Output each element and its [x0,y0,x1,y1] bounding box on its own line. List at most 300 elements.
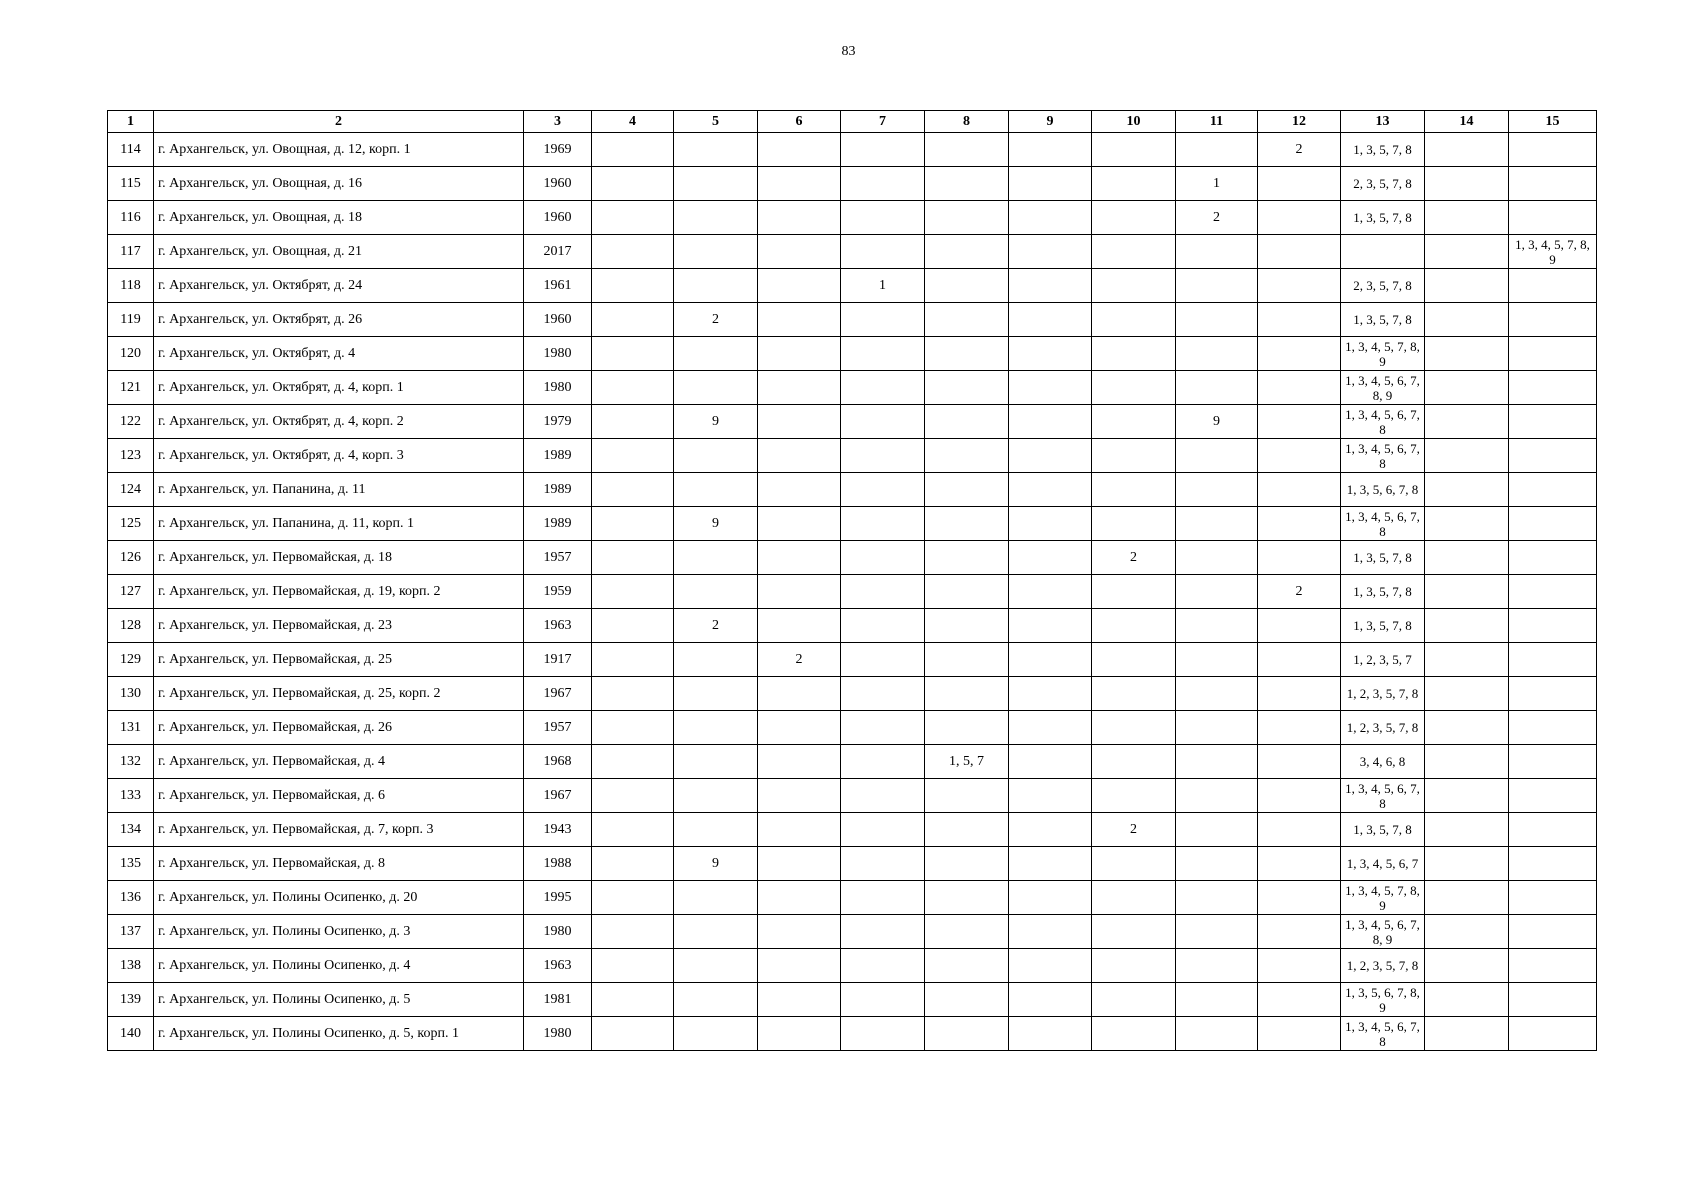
table-cell-col-9 [1009,133,1092,167]
table-cell-col-7 [841,405,925,439]
table-cell-col-12 [1258,643,1341,677]
table-cell-col-1: 132 [108,745,154,779]
table-cell-col-1: 127 [108,575,154,609]
table-cell-col-4 [592,201,674,235]
table-cell-col-15: 1, 3, 4, 5, 7, 8, 9 [1509,235,1597,269]
table-cell-col-15 [1509,439,1597,473]
table-cell-col-11 [1176,507,1258,541]
table-row [108,473,1597,507]
table-cell-col-1: 129 [108,643,154,677]
table-cell-col-6 [758,541,841,575]
table-cell-col-5 [674,949,758,983]
table-cell-col-11 [1176,677,1258,711]
table-cell-col-15 [1509,507,1597,541]
table-cell-col-9 [1009,745,1092,779]
table-cell-col-3: 1957 [524,541,592,575]
table-cell-col-2: г. Архангельск, ул. Первомайская, д. 7, корп. 3 [154,813,524,847]
table-row [108,915,1597,949]
table-cell-col-12 [1258,303,1341,337]
table-cell-col-14 [1425,949,1509,983]
table-cell-col-5 [674,881,758,915]
table-cell-col-2: г. Архангельск, ул. Папанина, д. 11 [154,473,524,507]
table-cell-col-2: г. Архангельск, ул. Папанина, д. 11, корп. 1 [154,507,524,541]
table-cell-col-3: 1995 [524,881,592,915]
table-cell-col-14 [1425,201,1509,235]
table-cell-col-6 [758,949,841,983]
table-cell-col-9 [1009,643,1092,677]
table-cell-col-12 [1258,167,1341,201]
table-cell-col-11 [1176,133,1258,167]
table-cell-col-15 [1509,813,1597,847]
table-cell-col-8 [925,337,1009,371]
table-row [108,677,1597,711]
table-cell-col-4 [592,303,674,337]
table-cell-col-15 [1509,677,1597,711]
table-cell-col-1: 118 [108,269,154,303]
table-cell-col-13: 1, 3, 4, 5, 6, 7, 8 [1341,779,1425,813]
table-row [108,983,1597,1017]
table-cell-col-2: г. Архангельск, ул. Октябрят, д. 4, корп. 3 [154,439,524,473]
table-cell-col-8 [925,473,1009,507]
table-cell-col-13: 1, 3, 5, 7, 8 [1341,575,1425,609]
table-cell-col-11 [1176,847,1258,881]
table-cell-col-8 [925,609,1009,643]
table-cell-col-15 [1509,303,1597,337]
table-cell-col-8 [925,507,1009,541]
table-cell-col-14 [1425,915,1509,949]
table-cell-col-14 [1425,133,1509,167]
table-cell-col-14 [1425,711,1509,745]
column-header-13: 13 [1341,111,1425,133]
table-cell-col-8 [925,235,1009,269]
table-cell-col-11 [1176,609,1258,643]
table-cell-col-3: 1980 [524,371,592,405]
column-header-15: 15 [1509,111,1597,133]
table-cell-col-9 [1009,779,1092,813]
table-cell-col-8 [925,813,1009,847]
table-cell-col-15 [1509,405,1597,439]
table-cell-col-7 [841,201,925,235]
table-cell-col-3: 1980 [524,337,592,371]
table-cell-col-1: 120 [108,337,154,371]
table-cell-col-11: 1 [1176,167,1258,201]
table-cell-col-11 [1176,337,1258,371]
table-cell-col-5 [674,813,758,847]
table-cell-col-12 [1258,371,1341,405]
table-cell-col-3: 1963 [524,949,592,983]
table-cell-col-8 [925,1017,1009,1051]
table-cell-col-3: 1989 [524,507,592,541]
table-row [108,167,1597,201]
table-cell-col-10 [1092,983,1176,1017]
table-cell-col-4 [592,677,674,711]
table-cell-col-3: 1943 [524,813,592,847]
table-cell-col-10 [1092,507,1176,541]
table-cell-col-9 [1009,303,1092,337]
table-cell-col-7 [841,745,925,779]
table-cell-col-15 [1509,269,1597,303]
table-row [108,269,1597,303]
table-cell-col-3: 1988 [524,847,592,881]
table-cell-col-15 [1509,1017,1597,1051]
table-cell-col-4 [592,609,674,643]
table-cell-col-12 [1258,269,1341,303]
table-cell-col-3: 1968 [524,745,592,779]
table-cell-col-4 [592,371,674,405]
table-cell-col-9 [1009,269,1092,303]
table-cell-col-12 [1258,541,1341,575]
table-cell-col-11 [1176,711,1258,745]
table-cell-col-1: 126 [108,541,154,575]
table-cell-col-12 [1258,779,1341,813]
table-cell-col-7 [841,1017,925,1051]
table-cell-col-11 [1176,949,1258,983]
table-cell-col-15 [1509,609,1597,643]
table-cell-col-5 [674,371,758,405]
table-cell-col-13: 1, 3, 4, 5, 6, 7, 8 [1341,439,1425,473]
table-cell-col-8 [925,167,1009,201]
table-cell-col-2: г. Архангельск, ул. Октябрят, д. 4, корп. 2 [154,405,524,439]
table-cell-col-8 [925,405,1009,439]
table-cell-col-6 [758,201,841,235]
table-cell-col-6 [758,269,841,303]
table-cell-col-12 [1258,881,1341,915]
table-cell-col-13: 3, 4, 6, 8 [1341,745,1425,779]
table-cell-col-15 [1509,881,1597,915]
table-cell-col-14 [1425,677,1509,711]
table-row [108,337,1597,371]
table-cell-col-13: 1, 3, 4, 5, 6, 7 [1341,847,1425,881]
table-cell-col-12 [1258,1017,1341,1051]
table-row [108,847,1597,881]
table-cell-col-2: г. Архангельск, ул. Первомайская, д. 25, корп. 2 [154,677,524,711]
table-cell-col-15 [1509,371,1597,405]
table-row [108,133,1597,167]
table-cell-col-10 [1092,575,1176,609]
table-cell-col-3: 1989 [524,473,592,507]
table-cell-col-12 [1258,847,1341,881]
table-cell-col-5 [674,201,758,235]
table-cell-col-1: 133 [108,779,154,813]
table-cell-col-4 [592,473,674,507]
table-cell-col-11 [1176,235,1258,269]
table-cell-col-10 [1092,405,1176,439]
table-row [108,949,1597,983]
table-cell-col-5 [674,337,758,371]
table-cell-col-3: 1961 [524,269,592,303]
table-cell-col-2: г. Архангельск, ул. Полины Осипенко, д. 5, корп. 1 [154,1017,524,1051]
table-cell-col-5 [674,541,758,575]
column-header-11: 11 [1176,111,1258,133]
table-cell-col-13: 1, 3, 5, 7, 8 [1341,201,1425,235]
table-cell-col-7 [841,813,925,847]
table-cell-col-1: 123 [108,439,154,473]
table-cell-col-3: 1980 [524,915,592,949]
table-header [108,111,1597,133]
table-cell-col-10 [1092,847,1176,881]
table-cell-col-7 [841,371,925,405]
table-row [108,541,1597,575]
table-cell-col-9 [1009,881,1092,915]
table-cell-col-2: г. Архангельск, ул. Октябрят, д. 26 [154,303,524,337]
table-cell-col-14 [1425,609,1509,643]
table-cell-col-12 [1258,337,1341,371]
table-cell-col-13: 1, 2, 3, 5, 7, 8 [1341,711,1425,745]
table-cell-col-7 [841,949,925,983]
table-cell-col-14 [1425,235,1509,269]
table-cell-col-11: 9 [1176,405,1258,439]
table-cell-col-1: 121 [108,371,154,405]
table-cell-col-11 [1176,1017,1258,1051]
table-cell-col-6 [758,983,841,1017]
table-cell-col-4 [592,235,674,269]
table-cell-col-15 [1509,915,1597,949]
table-cell-col-2: г. Архангельск, ул. Овощная, д. 21 [154,235,524,269]
table-row [108,507,1597,541]
table-cell-col-6 [758,167,841,201]
table-cell-col-13: 1, 3, 4, 5, 6, 7, 8 [1341,1017,1425,1051]
table-cell-col-5 [674,711,758,745]
table-cell-col-10 [1092,609,1176,643]
table-cell-col-9 [1009,609,1092,643]
table-cell-col-15 [1509,847,1597,881]
table-cell-col-12 [1258,405,1341,439]
table-cell-col-6 [758,609,841,643]
table-cell-col-6 [758,779,841,813]
column-header-7: 7 [841,111,925,133]
table-cell-col-7 [841,983,925,1017]
table-cell-col-2: г. Архангельск, ул. Овощная, д. 16 [154,167,524,201]
table-cell-col-10 [1092,915,1176,949]
table-cell-col-9 [1009,1017,1092,1051]
table-cell-col-7 [841,235,925,269]
table-cell-col-9 [1009,813,1092,847]
table-cell-col-12: 2 [1258,575,1341,609]
table-cell-col-3: 1917 [524,643,592,677]
table-cell-col-1: 124 [108,473,154,507]
table-cell-col-3: 1969 [524,133,592,167]
table-cell-col-8 [925,133,1009,167]
table-cell-col-1: 122 [108,405,154,439]
table-cell-col-4 [592,881,674,915]
page-number: 83 [841,44,856,59]
table-cell-col-8 [925,847,1009,881]
table-row [108,439,1597,473]
column-header-12: 12 [1258,111,1341,133]
table-cell-col-12 [1258,949,1341,983]
table-row [108,1017,1597,1051]
table-cell-col-14 [1425,371,1509,405]
table-cell-col-9 [1009,541,1092,575]
table-cell-col-6 [758,337,841,371]
table-cell-col-3: 1967 [524,779,592,813]
table-cell-col-9 [1009,371,1092,405]
table-cell-col-14 [1425,269,1509,303]
table-cell-col-5 [674,779,758,813]
table-cell-col-7 [841,337,925,371]
table-cell-col-5: 2 [674,609,758,643]
table-cell-col-15 [1509,133,1597,167]
table-cell-col-3: 1979 [524,405,592,439]
table-cell-col-7 [841,473,925,507]
table-cell-col-9 [1009,439,1092,473]
table-cell-col-9 [1009,405,1092,439]
table-cell-col-11 [1176,779,1258,813]
table-cell-col-9 [1009,949,1092,983]
table-row [108,575,1597,609]
table-cell-col-11 [1176,915,1258,949]
table-cell-col-7 [841,881,925,915]
table-cell-col-4 [592,507,674,541]
table-cell-col-1: 134 [108,813,154,847]
table-cell-col-4 [592,983,674,1017]
table-cell-col-6 [758,915,841,949]
table-row [108,405,1597,439]
table-cell-col-8 [925,881,1009,915]
column-header-2: 2 [154,111,524,133]
column-header-3: 3 [524,111,592,133]
table-cell-col-14 [1425,541,1509,575]
column-header-8: 8 [925,111,1009,133]
table-cell-col-5 [674,235,758,269]
table-cell-col-6 [758,133,841,167]
table-cell-col-13: 1, 3, 4, 5, 6, 7, 8, 9 [1341,371,1425,405]
table-cell-col-2: г. Архангельск, ул. Полины Осипенко, д. 3 [154,915,524,949]
table-cell-col-3: 1989 [524,439,592,473]
table-cell-col-7 [841,507,925,541]
table-row [108,303,1597,337]
buildings-table [107,110,1597,1051]
table-cell-col-11: 2 [1176,201,1258,235]
table-row [108,201,1597,235]
table-cell-col-4 [592,813,674,847]
table-cell-col-9 [1009,507,1092,541]
table-cell-col-15 [1509,949,1597,983]
table-cell-col-15 [1509,711,1597,745]
table-cell-col-14 [1425,405,1509,439]
table-cell-col-7 [841,439,925,473]
table-cell-col-4 [592,915,674,949]
table-cell-col-5 [674,473,758,507]
table-cell-col-4 [592,337,674,371]
table-cell-col-13: 1, 3, 5, 7, 8 [1341,303,1425,337]
table-cell-col-1: 116 [108,201,154,235]
table-cell-col-12 [1258,983,1341,1017]
table-cell-col-10 [1092,949,1176,983]
table-cell-col-12 [1258,813,1341,847]
table-cell-col-1: 136 [108,881,154,915]
table-cell-col-2: г. Архангельск, ул. Октябрят, д. 4 [154,337,524,371]
table-cell-col-13: 1, 3, 5, 7, 8 [1341,133,1425,167]
table-cell-col-10 [1092,303,1176,337]
table-cell-col-1: 130 [108,677,154,711]
table-cell-col-14 [1425,167,1509,201]
table-cell-col-5 [674,439,758,473]
table-cell-col-15 [1509,983,1597,1017]
table-cell-col-10 [1092,779,1176,813]
table-cell-col-4 [592,779,674,813]
table-cell-col-7 [841,133,925,167]
table-cell-col-14 [1425,745,1509,779]
table-cell-col-4 [592,269,674,303]
table-cell-col-15 [1509,575,1597,609]
table-cell-col-3: 1960 [524,167,592,201]
table-cell-col-14 [1425,881,1509,915]
table-cell-col-13: 1, 3, 4, 5, 6, 7, 8, 9 [1341,915,1425,949]
table-cell-col-13: 1, 2, 3, 5, 7, 8 [1341,949,1425,983]
table-cell-col-14 [1425,439,1509,473]
column-header-9: 9 [1009,111,1092,133]
table-cell-col-10 [1092,167,1176,201]
column-header-1: 1 [108,111,154,133]
table-cell-col-12: 2 [1258,133,1341,167]
table-cell-col-11 [1176,983,1258,1017]
table-cell-col-1: 114 [108,133,154,167]
table-cell-col-15 [1509,779,1597,813]
table-row [108,609,1597,643]
table-cell-col-8 [925,439,1009,473]
table-cell-col-6 [758,677,841,711]
table-cell-col-6 [758,439,841,473]
table-cell-col-4 [592,1017,674,1051]
table-row [108,643,1597,677]
table-cell-col-7 [841,541,925,575]
table-cell-col-7 [841,779,925,813]
table-cell-col-5 [674,745,758,779]
table-cell-col-1: 115 [108,167,154,201]
table-cell-col-8 [925,711,1009,745]
table-cell-col-12 [1258,677,1341,711]
table-cell-col-8: 1, 5, 7 [925,745,1009,779]
table-cell-col-14 [1425,337,1509,371]
table-cell-col-8 [925,949,1009,983]
table-cell-col-6 [758,235,841,269]
table-cell-col-2: г. Архангельск, ул. Первомайская, д. 26 [154,711,524,745]
table-cell-col-7 [841,677,925,711]
table-cell-col-1: 140 [108,1017,154,1051]
table-cell-col-2: г. Архангельск, ул. Полины Осипенко, д. 4 [154,949,524,983]
table-cell-col-11 [1176,881,1258,915]
table-cell-col-14 [1425,473,1509,507]
table-cell-col-2: г. Архангельск, ул. Первомайская, д. 6 [154,779,524,813]
table-cell-col-2: г. Архангельск, ул. Первомайская, д. 23 [154,609,524,643]
table-cell-col-10 [1092,1017,1176,1051]
table-cell-col-13: 1, 2, 3, 5, 7 [1341,643,1425,677]
table-cell-col-10 [1092,133,1176,167]
table-row [108,745,1597,779]
table-cell-col-15 [1509,337,1597,371]
table-cell-col-14 [1425,813,1509,847]
column-header-14: 14 [1425,111,1509,133]
table-cell-col-10 [1092,677,1176,711]
table-cell-col-9 [1009,983,1092,1017]
table-cell-col-6: 2 [758,643,841,677]
table-cell-col-10 [1092,745,1176,779]
table-cell-col-5 [674,1017,758,1051]
table-cell-col-1: 128 [108,609,154,643]
table-cell-col-11 [1176,303,1258,337]
table-cell-col-3: 1963 [524,609,592,643]
table-cell-col-12 [1258,439,1341,473]
table-cell-col-6 [758,303,841,337]
table-cell-col-5 [674,575,758,609]
table-cell-col-10 [1092,711,1176,745]
table-cell-col-4 [592,643,674,677]
table-cell-col-10 [1092,201,1176,235]
table-cell-col-14 [1425,507,1509,541]
table-cell-col-7 [841,847,925,881]
table-cell-col-12 [1258,507,1341,541]
